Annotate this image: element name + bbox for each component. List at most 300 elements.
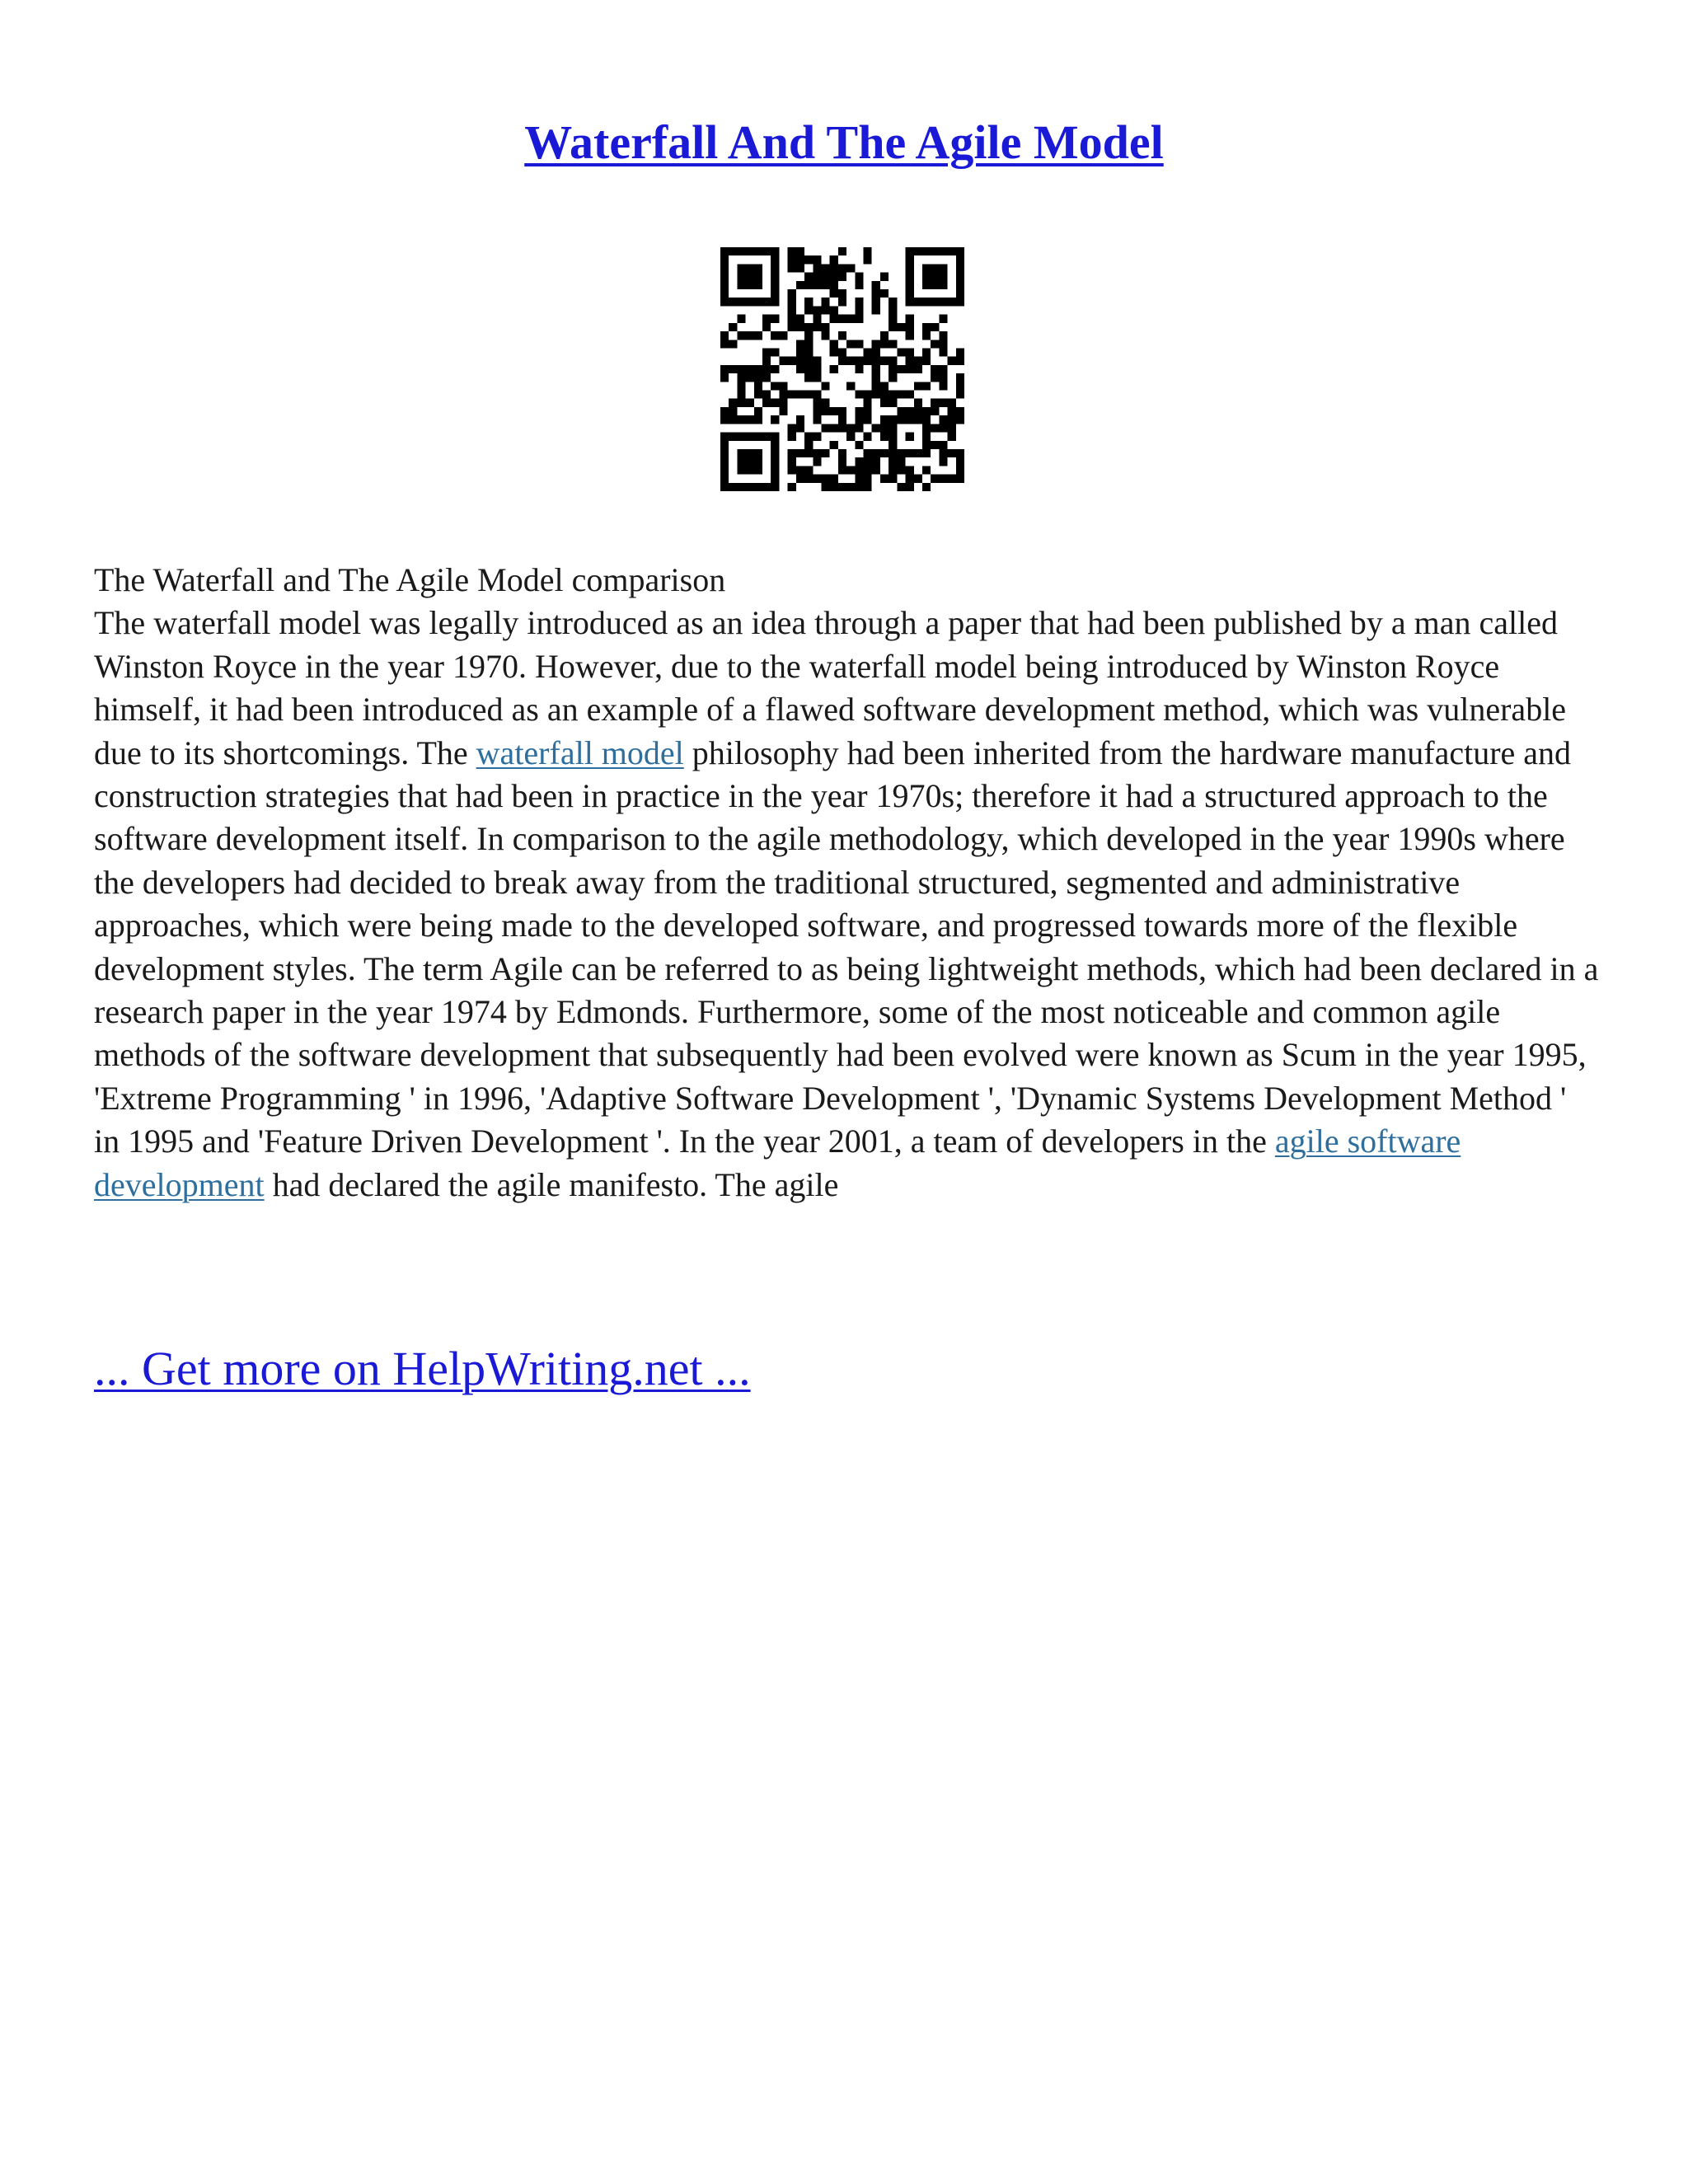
qr-module (746, 457, 754, 466)
qr-module (855, 475, 863, 483)
qr-module (754, 449, 762, 457)
qr-module (939, 331, 947, 340)
qr-module (897, 348, 905, 356)
qr-module (754, 298, 762, 306)
qr-module (737, 331, 745, 340)
qr-module (771, 289, 779, 298)
qr-module (906, 323, 914, 331)
qr-module (939, 449, 947, 457)
qr-module (889, 457, 897, 466)
qr-module (889, 424, 897, 432)
qr-module (939, 475, 947, 483)
qr-module (897, 391, 905, 399)
qr-module (720, 264, 729, 272)
qr-module (821, 306, 829, 314)
qr-module (906, 483, 914, 491)
qr-module (914, 298, 922, 306)
qr-module (813, 457, 821, 466)
paragraph-text-3: had declared the agile manifesto. The agile (264, 1165, 839, 1203)
qr-module (804, 441, 813, 449)
qr-module (729, 298, 737, 306)
qr-module (956, 264, 964, 272)
qr-module (796, 255, 804, 264)
qr-module (855, 407, 863, 415)
qr-module (821, 298, 829, 306)
qr-module (864, 357, 872, 365)
qr-module (720, 441, 729, 449)
qr-module (880, 424, 889, 432)
qr-module (838, 298, 846, 306)
get-more-section (94, 1340, 751, 1398)
qr-module (754, 466, 762, 474)
title-link[interactable]: Waterfall And The Agile Model (524, 115, 1164, 169)
qr-module (897, 449, 905, 457)
qr-module (729, 247, 737, 255)
qr-module (804, 281, 813, 289)
qr-module (855, 457, 863, 466)
qr-module (872, 281, 880, 289)
qr-module (838, 483, 846, 491)
qr-module (754, 433, 762, 441)
qr-module (804, 331, 813, 340)
qr-module (838, 357, 846, 365)
qr-module (838, 407, 846, 415)
qr-module (788, 323, 796, 331)
qr-module (838, 264, 846, 272)
qr-module (762, 365, 771, 373)
qr-module (813, 433, 821, 441)
qr-module (813, 323, 821, 331)
qr-module (906, 449, 914, 457)
document-title (0, 114, 1688, 171)
qr-module (922, 483, 931, 491)
qr-module (813, 373, 821, 382)
qr-module (771, 255, 779, 264)
qr-module (720, 255, 729, 264)
qr-module (804, 255, 813, 264)
qr-module (729, 483, 737, 491)
qr-module (889, 323, 897, 331)
qr-module (796, 391, 804, 399)
qr-module (906, 273, 914, 281)
qr-module (830, 424, 838, 432)
qr-module (914, 415, 922, 424)
qr-module (746, 331, 754, 340)
qr-module (889, 441, 897, 449)
qr-module (788, 315, 796, 323)
qr-module (939, 365, 947, 373)
qr-module (838, 415, 846, 424)
qr-module (864, 415, 872, 424)
qr-module (788, 255, 796, 264)
article-subtitle: The Waterfall and The Agile Model comparison (94, 561, 726, 598)
qr-module (813, 357, 821, 365)
qr-module (948, 449, 956, 457)
qr-module (720, 415, 729, 424)
qr-module (880, 273, 889, 281)
qr-module (737, 365, 745, 373)
qr-module (897, 457, 905, 466)
qr-module (737, 433, 745, 441)
qr-module (830, 315, 838, 323)
qr-module (754, 247, 762, 255)
qr-module (914, 365, 922, 373)
qr-module (939, 457, 947, 466)
qr-module (813, 391, 821, 399)
qr-module (922, 357, 931, 365)
qr-module (762, 323, 771, 331)
qr-module (762, 298, 771, 306)
qr-module (914, 382, 922, 390)
qr-module (948, 407, 956, 415)
qr-module (872, 382, 880, 390)
qr-module (720, 281, 729, 289)
qr-module (939, 273, 947, 281)
qr-module (821, 424, 829, 432)
qr-module (796, 315, 804, 323)
qr-module (720, 331, 729, 340)
qr-module (846, 466, 855, 474)
qr-module (948, 415, 956, 424)
qr-module (939, 424, 947, 432)
qr-module (771, 247, 779, 255)
qr-module (796, 365, 804, 373)
qr-module (906, 365, 914, 373)
qr-module (931, 340, 939, 348)
qr-module (889, 415, 897, 424)
qr-module (906, 255, 914, 264)
qr-module (846, 357, 855, 365)
qr-module (821, 407, 829, 415)
qr-module (948, 298, 956, 306)
qr-module (922, 424, 931, 432)
qr-module (830, 441, 838, 449)
qr-module (906, 315, 914, 323)
qr-module (956, 449, 964, 457)
qr-module (813, 475, 821, 483)
qr-module (880, 391, 889, 399)
qr-module (796, 415, 804, 424)
qr-module (956, 348, 964, 356)
qr-module (737, 247, 745, 255)
qr-module (804, 306, 813, 314)
qr-module (720, 365, 729, 373)
qr-module (762, 433, 771, 441)
qr-module (906, 264, 914, 272)
qr-module (872, 289, 880, 298)
qr-module (737, 315, 745, 323)
qr-module (796, 424, 804, 432)
qr-module (880, 340, 889, 348)
qr-module (956, 466, 964, 474)
qr-module (804, 298, 813, 306)
qr-module (779, 382, 787, 390)
qr-module (788, 289, 796, 298)
qr-module (872, 306, 880, 314)
qr-module (939, 281, 947, 289)
qr-module (720, 433, 729, 441)
qr-module (855, 298, 863, 306)
qr-module (939, 373, 947, 382)
qr-module (813, 365, 821, 373)
qr-module (746, 298, 754, 306)
qr-module (729, 433, 737, 441)
qr-module (821, 399, 829, 407)
qr-module (956, 289, 964, 298)
qr-module (729, 415, 737, 424)
qr-module (779, 399, 787, 407)
qr-module (922, 466, 931, 474)
paragraph-text-2: philosophy had been inherited from the hardware manufacture and construction strategies that had been in practice in the year 1970s; therefore it had a structured approach to the software development itself. In comparison to the agile methodology, which developed in the year 1990s where the developers had decided to break away from the traditional structured, segmented and administrative approaches, which were being made to the developed software, and progressed towards more of the flexible development styles. The term Agile can be referred to as being lightweight methods, which had been declared in a research paper in the year 1974 by Edmonds. Furthermore, some of the most noticeable and common agile methods of the software development that subsequently had been evolved were known as Scum in the year 1995, 'Extreme Programming ' in 1996, 'Adaptive Software Development ', 'Dynamic Systems Development Method ' in 1995 and 'Feature Driven Development '. In the year 2001, a team of developers in the (94, 733, 1599, 1160)
qr-module (906, 415, 914, 424)
qr-module (846, 382, 855, 390)
qr-module (754, 382, 762, 390)
qr-module (889, 391, 897, 399)
qr-module (830, 365, 838, 373)
qr-module (922, 449, 931, 457)
qr-module (762, 315, 771, 323)
qr-module (864, 399, 872, 407)
qr-module (813, 273, 821, 281)
qr-module (771, 315, 779, 323)
qr-module (788, 391, 796, 399)
qr-module (737, 298, 745, 306)
qr-module (830, 289, 838, 298)
qr-module (864, 348, 872, 356)
qr-module (864, 475, 872, 483)
qr-module (813, 306, 821, 314)
qr-module (956, 281, 964, 289)
qr-module (922, 433, 931, 441)
qr-module (956, 373, 964, 382)
qr-module (897, 407, 905, 415)
qr-module (821, 281, 829, 289)
qr-module (956, 247, 964, 255)
qr-module (838, 466, 846, 474)
qr-module (813, 415, 821, 424)
qr-module (771, 298, 779, 306)
qr-module (804, 475, 813, 483)
qr-module (754, 483, 762, 491)
qr-module (720, 273, 729, 281)
qr-module (897, 415, 905, 424)
qr-module (804, 340, 813, 348)
qr-module (720, 247, 729, 255)
qr-module (906, 475, 914, 483)
qr-module (889, 298, 897, 306)
qr-module (746, 483, 754, 491)
qr-module (872, 373, 880, 382)
qr-module (804, 466, 813, 474)
qr-module (771, 415, 779, 424)
qr-module (720, 340, 729, 348)
qr-module (846, 340, 855, 348)
qr-module (906, 247, 914, 255)
qr-module (906, 391, 914, 399)
qr-module (872, 340, 880, 348)
qr-module (788, 483, 796, 491)
qr-module (821, 323, 829, 331)
qr-module (796, 264, 804, 272)
qr-module (931, 298, 939, 306)
qr-module (906, 348, 914, 356)
qr-module (889, 399, 897, 407)
qr-module (956, 357, 964, 365)
qr-module (846, 433, 855, 441)
qr-module (922, 323, 931, 331)
qr-module (788, 433, 796, 441)
qr-module (956, 475, 964, 483)
qr-module (788, 357, 796, 365)
qr-module (855, 340, 863, 348)
qr-module (771, 483, 779, 491)
qr-module (855, 415, 863, 424)
qr-module (830, 255, 838, 264)
qr-module (838, 315, 846, 323)
qr-module (737, 415, 745, 424)
qr-module (737, 264, 745, 272)
qr-module (813, 264, 821, 272)
qr-module (922, 348, 931, 356)
qr-module (796, 323, 804, 331)
qr-module (889, 433, 897, 441)
qr-module (804, 348, 813, 356)
qr-module (821, 382, 829, 390)
qr-module (779, 407, 787, 415)
qr-module (948, 247, 956, 255)
qr-module (771, 365, 779, 373)
qr-module (931, 399, 939, 407)
qr-module (754, 273, 762, 281)
qr-module (855, 466, 863, 474)
qr-module (813, 407, 821, 415)
qr-module (948, 399, 956, 407)
qr-module (922, 264, 931, 272)
qr-module (737, 273, 745, 281)
qr-module (906, 281, 914, 289)
qr-module (771, 441, 779, 449)
qr-module (796, 466, 804, 474)
qr-module (771, 457, 779, 466)
qr-module (872, 457, 880, 466)
qr-module (872, 357, 880, 365)
qr-module (931, 373, 939, 382)
qr-module (796, 340, 804, 348)
qr-module (746, 433, 754, 441)
qr-module (762, 357, 771, 365)
qr-module (939, 315, 947, 323)
qr-module (813, 281, 821, 289)
qr-module (872, 365, 880, 373)
qr-module (906, 433, 914, 441)
qr-module (737, 373, 745, 382)
qr-module (838, 348, 846, 356)
qr-module (922, 247, 931, 255)
qr-module (838, 424, 846, 432)
get-more-link[interactable]: ... Get more on HelpWriting.net ... (94, 1342, 751, 1395)
qr-module (846, 264, 855, 272)
qr-module (771, 466, 779, 474)
qr-module (720, 449, 729, 457)
qr-module (838, 331, 846, 340)
qr-module (720, 407, 729, 415)
qr-module (729, 340, 737, 348)
article-paragraph (94, 602, 1599, 1207)
agile-software-development-link[interactable]: agile software development (94, 1122, 1461, 1203)
paragraph-text-1: The waterfall model was legally introduced as an idea through a paper that had been published by a man called Winston Royce in the year 1970. However, due to the waterfall model being introduced by Winston Royce himself, it had been introduced as an example of a flawed software development method, which was vulnerable due to its shortcomings. The (94, 604, 1567, 771)
qr-module (931, 441, 939, 449)
qr-module (804, 323, 813, 331)
qr-module (931, 247, 939, 255)
qr-module (813, 255, 821, 264)
qr-module (914, 449, 922, 457)
qr-module (889, 373, 897, 382)
qr-module (889, 365, 897, 373)
qr-module (720, 298, 729, 306)
qr-module (762, 348, 771, 356)
qr-module (821, 449, 829, 457)
qr-module (796, 281, 804, 289)
qr-module (855, 424, 863, 432)
qr-module (821, 331, 829, 340)
qr-module (746, 264, 754, 272)
qr-module (922, 281, 931, 289)
qr-module (737, 281, 745, 289)
qr-module (754, 373, 762, 382)
qr-module (880, 399, 889, 407)
qr-module (922, 273, 931, 281)
qr-module (762, 483, 771, 491)
qr-module (864, 433, 872, 441)
qr-module (737, 449, 745, 457)
qr-module (931, 281, 939, 289)
qr-module (897, 466, 905, 474)
qr-module (720, 466, 729, 474)
qr-module (754, 365, 762, 373)
qr-module (830, 407, 838, 415)
qr-module (830, 281, 838, 289)
qr-module (746, 415, 754, 424)
qr-module (889, 449, 897, 457)
qr-module (737, 483, 745, 491)
qr-module (796, 449, 804, 457)
qr-module (729, 365, 737, 373)
qr-module (939, 348, 947, 356)
qr-module (956, 255, 964, 264)
qr-module (762, 391, 771, 399)
qr-module (830, 348, 838, 356)
qr-module (754, 281, 762, 289)
qr-module (889, 475, 897, 483)
qr-module (830, 340, 838, 348)
qr-module (864, 407, 872, 415)
qr-module (754, 415, 762, 424)
qr-module (720, 475, 729, 483)
qr-module (855, 441, 863, 449)
qr-module (880, 331, 889, 340)
qr-module (872, 466, 880, 474)
qr-module (737, 466, 745, 474)
qr-module (779, 357, 787, 365)
qr-module (889, 357, 897, 365)
qr-module (956, 391, 964, 399)
qr-module (906, 407, 914, 415)
qr-module (729, 323, 737, 331)
qr-module (914, 399, 922, 407)
qr-module (830, 273, 838, 281)
qr-module (746, 247, 754, 255)
waterfall-model-link[interactable]: waterfall model (476, 733, 684, 771)
